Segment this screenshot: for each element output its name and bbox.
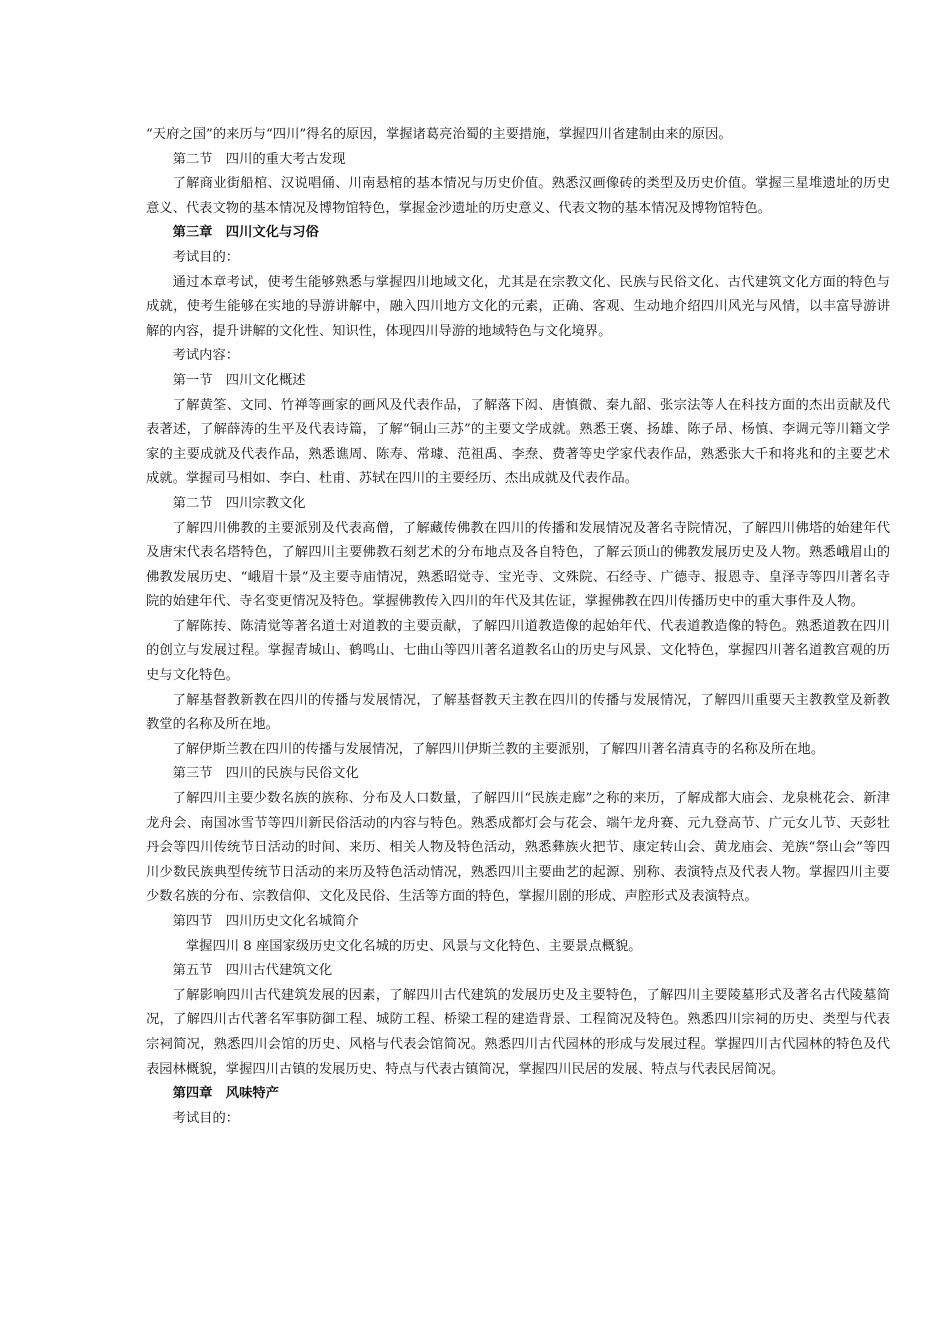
section-number: 第二节 [172,495,213,511]
section-body-ch3-sec5: 了解影响四川古代建筑发展的因素，了解四川古代建筑的发展历史及主要特色，了解四川主要陵墓形式及著名古代陵墓简况，了解四川古代著名军事防御工程、城防工程、桥梁工程的建造背景、工程简况及特色。熟悉四川宗祠的历史、类型与代表宗祠简况，熟悉四川会馆的历史、风格与代表会馆简况。熟悉四川古代园林的形成与发展过程。掌握四川古代园林的特色及代表园林概貌，掌握四川古镇的发展历史、特点与代表古镇简况，掌握四川民居的发展、特点与代表民居简况。 [146,987,890,1077]
section-title: 四川的民族与民俗文化 [225,766,359,782]
section-body-ch3-sec4: 掌握四川 8 座国家级历史文化名城的历史、风景与文化特色、主要景点概貌。 [185,938,642,954]
exam-purpose-text: 通过本章考试，使考生能够熟悉与掌握四川地域文化，尤其是在宗教文化、民族与民俗文化、古代建筑文化方面的特色与成就，使考生能够在实地的导游讲解中，融入四川地方文化的元素，正确、客观、生动地介绍四川风光与风情，以丰富导游讲解的内容，提升讲解的文化性、知识性，体现四川导游的地域特色与文化境界。 [146,274,890,339]
section-body-ch3-sec3: 了解四川主要少数名族的族称、分布及人口数量，了解四川“民族走廊”之称的来历，了解成都大庙会、龙泉桃花会、新津龙舟会、南国冰雪节等四川新民俗活动的内容与特色。熟悉成都灯会与花会、端午龙舟赛、元九登高节、广元女儿节、天彭牡丹会等四川传统节日活动的时间、来历、相关人物及特色活动，熟悉彝族火把节、康定转山会、黄龙庙会、羌族“祭山会”等四川少数民族典型传统节日活动的来历及特色活动情况，熟悉四川主要曲艺的起源、别称、表演特点及代表人物。掌握四川主要少数名族的分布、宗教信仰、文化及民俗、生活等方面的特色，掌握川剧的形成、声腔形式及表演特点。 [146,791,890,905]
section-number: 第四节 [172,914,213,929]
section-body-islam: 了解伊斯兰教在四川的传播与发展情况，了解四川伊斯兰教的主要派别，了解四川著名清真寺的名称及所在地。 [172,741,825,757]
chapter-title: 四川文化与习俗 [225,225,319,241]
section-number: 第五节 [172,963,213,979]
section-body-ch2-sec2: 了解商业街船棺、汉说唱俑、川南悬棺的基本情况与历史价值。熟悉汉画像砖的类型及历史价值。掌握三星堆遗址的历史意义、代表文物的基本情况及博物馆特色，掌握金沙遗址的历史意义、代表文物的基本情况及博物馆特色。 [146,176,890,216]
section-title: 四川宗教文化 [225,495,306,511]
exam-content-label: 考试内容： [172,348,240,364]
chapter-heading-4 [146,1082,890,1107]
section-title: 四川的重大考古发现 [225,151,346,167]
section-body-taoism: 了解陈抟、陈清觉等著名道士对道教的主要贡献，了解四川道教造像的起始年代、代表道教造像的特色。熟悉道教在四川的创立与发展过程。掌握青城山、鹤鸣山、七曲山等四川著名道教名山的历史与风景、文化特色，掌握四川著名道教宫观的历史与文化特色。 [146,618,890,684]
document-page [146,123,890,1131]
section-number: 第三节 [172,766,213,782]
section-heading-ch3-sec4 [146,910,890,935]
exam-purpose-label-ch4: 考试目的： [172,1110,240,1126]
section-body-ch3-sec1: 了解黄筌、文同、竹禅等画家的画风及代表作品，了解落下闳、唐慎微、秦九韶、张宗法等人在科技方面的杰出贡献及代表著述，了解薛涛的生平及代表诗篇，了解“铜山三苏”的主要文学成就。熟悉王褒、扬雄、陈子昂、杨慎、李调元等川籍文学家的主要成就及代表作品，熟悉谯周、陈寿、常璩、范祖禹、李焘、费著等史学家代表作品，熟悉张大千和将兆和的主要艺术成就。掌握司马相如、李白、杜甫、苏轼在四川的主要经历、杰出成就及代表作品。 [146,397,890,487]
section-heading-ch3-sec5 [146,959,890,984]
section-heading-ch3-sec2 [146,492,890,517]
section-title: 四川文化概述 [225,372,306,388]
chapter-number: 第四章 [172,1086,213,1102]
section-heading-ch3-sec3 [146,762,890,787]
exam-purpose-label: 考试目的： [172,249,240,265]
chapter-heading-3 [146,221,890,246]
opening-paragraph: “天府之国”的来历与“四川”得名的原因，掌握诸葛亮治蜀的主要措施，掌握四川省建制由来的原因。 [146,127,732,142]
section-heading-ch3-sec1 [146,369,890,394]
section-number: 第一节 [172,372,213,388]
section-number: 第二节 [172,151,213,167]
section-body-buddhism: 了解四川佛教的主要派别及代表高僧，了解藏传佛教在四川的传播和发展情况及著名寺院情况，了解四川佛塔的始建年代及唐宋代表名塔特色，了解四川主要佛教石刻艺术的分布地点及各自特色，了解云顶山的佛教发展历史及人物。熟悉峨眉山的佛教发展历史、“峨眉十景”及主要寺庙情况，熟悉昭觉寺、宝光寺、文殊院、石经寺、广德寺、报恩寺、皇泽寺等四川著名寺院的始建年代、寺名变更情况及特色。掌握佛教传入四川的年代及其佐证，掌握佛教在四川传播历史中的重大事件及人物。 [146,520,890,610]
section-body-christianity: 了解基督教新教在四川的传播与发展情况，了解基督教天主教在四川的传播与发展情况，了解四川重要天主教教堂及新教教堂的名称及所在地。 [146,692,890,733]
section-heading-ch2-sec2 [146,148,890,173]
section-title: 四川历史文化名城简介 [225,914,359,929]
section-title: 四川古代建筑文化 [225,963,333,979]
chapter-title: 风味特产 [225,1086,279,1102]
chapter-number: 第三章 [172,225,213,241]
